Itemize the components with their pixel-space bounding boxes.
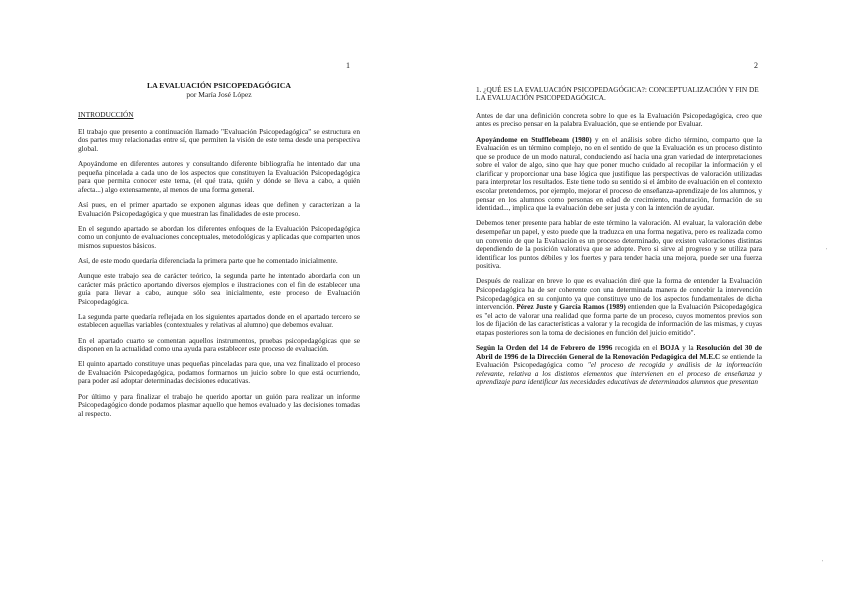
citation-stufflebeam: Apoyándome en Stufflebeam (1980) [476,134,592,144]
paragraph: Antes de dar una definición concreta sobre lo que es la Evaluación Psicopedagógica, creo que antes es preciso pensar en la palabra Evaluación, que se entiende por Evaluar. [476,110,762,129]
paragraph-text: y la [679,343,697,353]
definition-quote: "el proceso de recogida y análisis de la información relevante, relativa a los distintos elementos que intervienen en el proceso de enseñanza y aprendizaje para identificar las necesidades educativas de determinados alumnos que presentan [476,360,762,387]
document-title: LA EVALUACIÓN PSICOPEDAGÓGICA [146,81,292,90]
document-author: por María José López [186,89,252,99]
paragraph: La segunda parte quedaría reflejada en los siguientes apartados donde en el apartado tercero se establecen aquellas variables (contextuales y relativas al alumno) que debemos evaluar. [78,311,360,330]
page-number: 2 [754,61,758,70]
scan-speck: ' [826,248,828,254]
paragraph [476,277,762,337]
section-heading-introduction: INTRODUCCIÓN [78,110,134,120]
paragraph [476,344,762,387]
paragraph [476,136,762,213]
paragraph: Así pues, en el primer apartado se exponen algunas ideas que definen y caracterizan a la Evaluación Psicopedagógica y que muestran las finalidades de este proceso. [78,199,360,218]
paragraph: El trabajo que presento a continuación llamado "Evaluación Psicopedagógica" se estructura en dos partes muy relacionadas entre sí, que permiten la visión de este tema desde una perspectiva global. [78,126,360,153]
citation-resolucion: Resolución del 30 de Abril de 1996 de la Dirección General de la Renovación Pedagógica del M.E.C [476,343,763,361]
paragraph: Debemos tener presente para hablar de este término la valoración. Al evaluar, la valoración debe desempeñar un papel, y esto puede que la traduzca en una forma negativa, pero es realizada como un convenio de que la Evaluación es un proceso determinado, que existen valoraciones distintas dependiendo de la posición valorativa que se adopte. Pero si sirve al progreso y se utiliza para identificar los puntos débiles y los fuertes y para tender hacia una mejora, puede ser una fuerza positiva. [476,218,762,271]
right-page [424,0,848,599]
citation-boja: BOJA [660,343,680,353]
section-heading-1: 1. ¿QUÉ ES LA EVALUACIÓN PSICOPEDAGÓGICA?: CONCEPTUALIZACIÓN Y FIN DE LA EVALUACIÓN PSICOPEDAGÓGICA. [476,85,759,103]
right-column [476,86,762,394]
paragraph-text: y en el análisis sobre dicho término, comparto que la Evaluación es un término complejo, no en el sentido de que la Evaluación es un proceso distinto que se produce de un modo natural, conduciendo así hacia una gran variedad de interpretaciones sobre el valor de algo, sino que hay que poner mucho cuidado al recopilar la información y el clarificar y proporcionar una base lógica que justifique las perspectivas de valoración utilizadas para interpretar los resultados. Este tiene todo su sentido si el ámbito de evaluación en el contexto escolar pretendemos, por ejemplo, mejorar el proceso de enseñanza-aprendizaje de los alumnos, y pensar en los alumnos como personas en edad de crecimiento, maduración, formación de su identidad..., implica que la evaluación debe ser justa y con la intención de ayudar. [476,134,762,213]
paragraph-text: entienden que la Evaluación Psicopedagógica es "el acto de valorar una realidad que forma parte de un proceso, cuyos momentos previos son los de fijación de las características a valorar y la recogida de información de las mismas, y cuyas etapas posteriores son la toma de decisiones en función del juicio emitido". [476,302,762,337]
paragraph: Así, de este modo quedaría diferenciada la primera parte que he comentado inicialmente. [78,255,338,265]
left-column [78,82,360,425]
paragraph: En el apartado cuarto se comentan aquellos instrumentos, pruebas psicopedagógicas que se disponen en la actualidad como una ayuda para establecer este proceso de evaluación. [78,335,360,354]
paragraph-text: recogida en el [612,343,661,353]
paragraph: Aunque este trabajo sea de carácter teórico, la segunda parte he intentado abordarla con un carácter más práctico aportando diversos ejemplos e ilustraciones con el fin de establecer una guía para llevar a cabo, aunque sólo sea inicialmente, este proceso de Evaluación Psicopedagógica. [78,271,360,306]
paragraph-text: Después de realizar en breve lo que es evaluación diré que la forma de entender la Evaluación Psicopedagógica ha de ser coherente con una determinada manera de concebir la intervención Psicopedagógica en su conjunto ya que constituye uno de los aspectos fundamentales de dicha intervención. [476,276,762,312]
page-number: 1 [346,61,350,70]
scan-speck: ' [822,560,824,566]
paragraph: Apoyándome en diferentes autores y consultando diferente bibliografía he intentado dar una pequeña pincelada a cada uno de los aspectos que constituyen la Evaluación Psicopedagógica para que permita conocer este tema, (el qué trata, quién y dónde se lleva a cabo, a quién afecta...) algo extensamente, al menos de una forma general. [78,159,360,194]
citation-orden: Según la Orden del 14 de Febrero de 1996 [476,343,613,353]
citation-perez-juste: Pérez Juste y García Ramos (1989) [516,302,626,312]
paragraph: En el segundo apartado se abordan los diferentes enfoques de la Evaluación Psicopedagógica como un conjunto de evaluaciones conceptuales, metodológicas y aplicadas que comparten unos mismos supuestos básicos. [78,223,360,250]
paragraph: El quinto apartado constituye unas pequeñas pinceladas para que, una vez finalizado el proceso de Evaluación Psicopedagógica, podamos formarnos un juicio sobre lo que está ocurriendo, para poder así adoptar determinadas decisiones educativas. [78,359,360,386]
paragraph-text: se entiende la Evaluación Psicopedagógica como [476,351,762,370]
paragraph: Por último y para finalizar el trabajo he querido aportar un guión para realizar un informe Psicopedagógico donde podamos plasmar aquello que hemos evaluado y las decisiones tomadas al respecto. [78,391,360,418]
